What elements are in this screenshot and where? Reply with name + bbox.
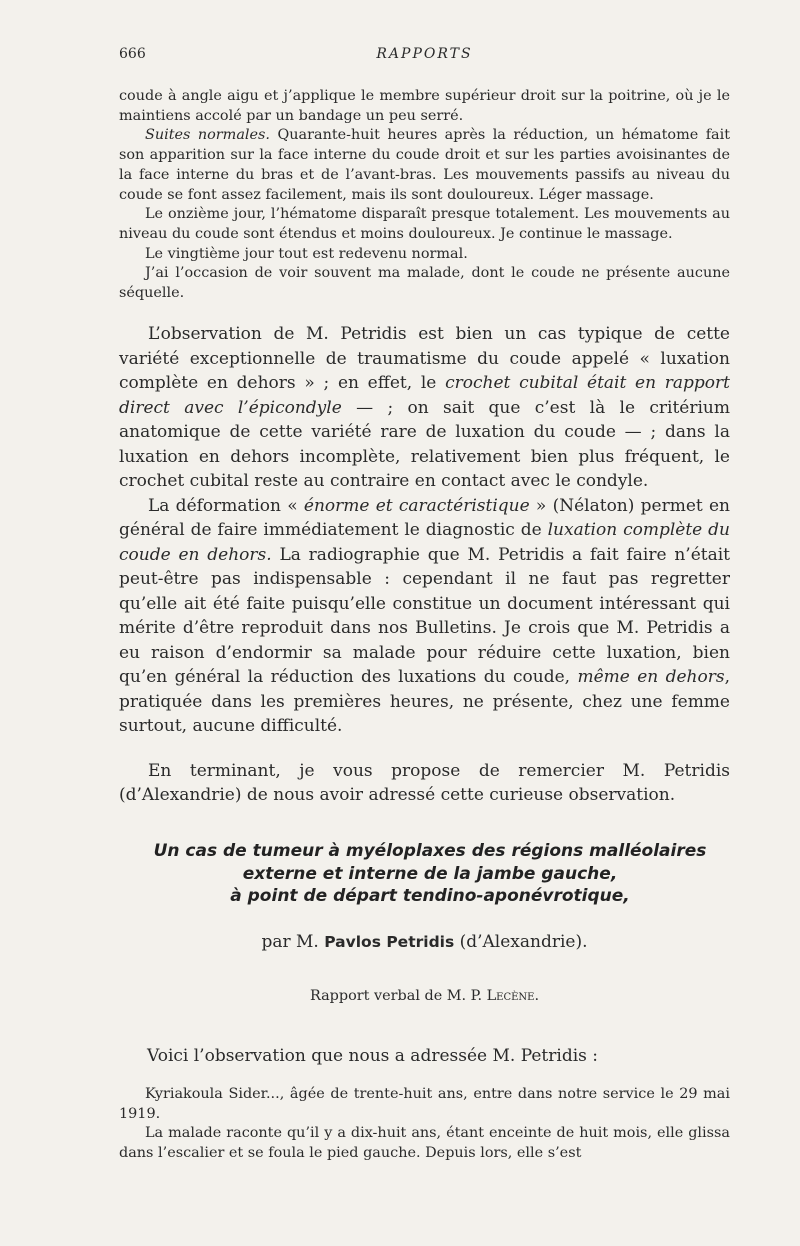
paragraph: En terminant, je vous propose de remercier M. Petridis (d’Alexandrie) de nous avoir adressé cette curieuse observation. [119, 760, 730, 805]
running-title: RAPPORTS [376, 46, 473, 62]
report-commentary [119, 322, 730, 808]
paragraph: Le vingtième jour tout est redevenu normal. [145, 245, 468, 262]
reporter-name: Lecène [486, 988, 535, 1004]
case-start [119, 1085, 730, 1164]
paragraph: L’observation de M. Petridis est bien un cas typique de cette variété exceptionnelle de traumatisme du coude appelé « luxation complète en dehors » ; en effet, le crochet cubital était en rapport direct avec l’épicondyle — ; on sait que c’est là le critérium anatomique de cette variété rare de luxation du coude — ; dans la luxation en dehors incomplète, relativement bien plus fréquent, le crochet cubital reste au contraire en contact avec le condyle. [119, 324, 730, 491]
author-name: Pavlos Petridis [324, 933, 455, 951]
case-continuation [119, 87, 730, 304]
paragraph: Kyriakoula Sider..., âgée de trente-huit ans, entre dans notre service le 29 mai 1919. [119, 1086, 730, 1122]
paragraph: La malade raconte qu’il y a dix-huit ans, étant enceinte de huit mois, elle glissa dans l’escalier et se foula le pied gauche. Depuis lors, elle s’est [119, 1125, 730, 1162]
intro-line: Voici l’observation que nous a adressée M. Petridis : [147, 1046, 599, 1066]
paragraph: J’ai l’occasion de voir souvent ma malade, dont le coude ne présente aucune séquelle. [119, 265, 730, 302]
paragraph: La déformation « énorme et caractéristique » (Nélaton) permet en général de faire immédiatement le diagnostic de luxation complète du coude en dehors. La radiographie que M. Petridis a fait faire n’était peut-être pas indispensable : cependant il ne faut pas regretter qu’elle ait été faite puisqu’elle constitue un document intéressant qui mérite d’être reproduit dans nos Bulletins. Je crois que M. Petridis a eu raison d’endormir sa malade pour réduire cette luxation, bien qu’en général la réduction des luxations du coude, même en dehors, pratiquée dans les premières heures, ne présente, chez une femme surtout, aucune difficulté. [119, 495, 730, 736]
byline: par M. Pavlos Petridis (d’Alexandrie). [261, 932, 588, 952]
page-number: 666 [119, 46, 146, 62]
verbal-report-line: Rapport verbal de M. P. Lecène. [309, 988, 540, 1004]
paragraph: Le onzième jour, l’hématome disparaît presque totalement. Les mouvements au niveau du coude sont étendus et moins douloureux. Je continue le massage. [119, 206, 730, 242]
paragraph: Suites normales. Quarante-huit heures après la réduction, un hématome fait son apparition sur la face interne du coude droit et sur les parties avoisinantes de la face interne du bras et de l’avant-bras. Les mouvements passifs au niveau du coude se font assez facilement, mais ils sont douloureux. Léger massage. [119, 127, 730, 203]
article-title: Un cas de tumeur à myéloplaxes des régions malléolaires externe et interne de la jambe gauche, à point de départ tendino-aponévrotique, [153, 841, 707, 906]
page-header [119, 46, 730, 66]
paragraph: coude à angle aigu et j’applique le membre supérieur droit sur la poitrine, où je le maintiens accolé par un bandage un peu serré. [119, 88, 730, 124]
